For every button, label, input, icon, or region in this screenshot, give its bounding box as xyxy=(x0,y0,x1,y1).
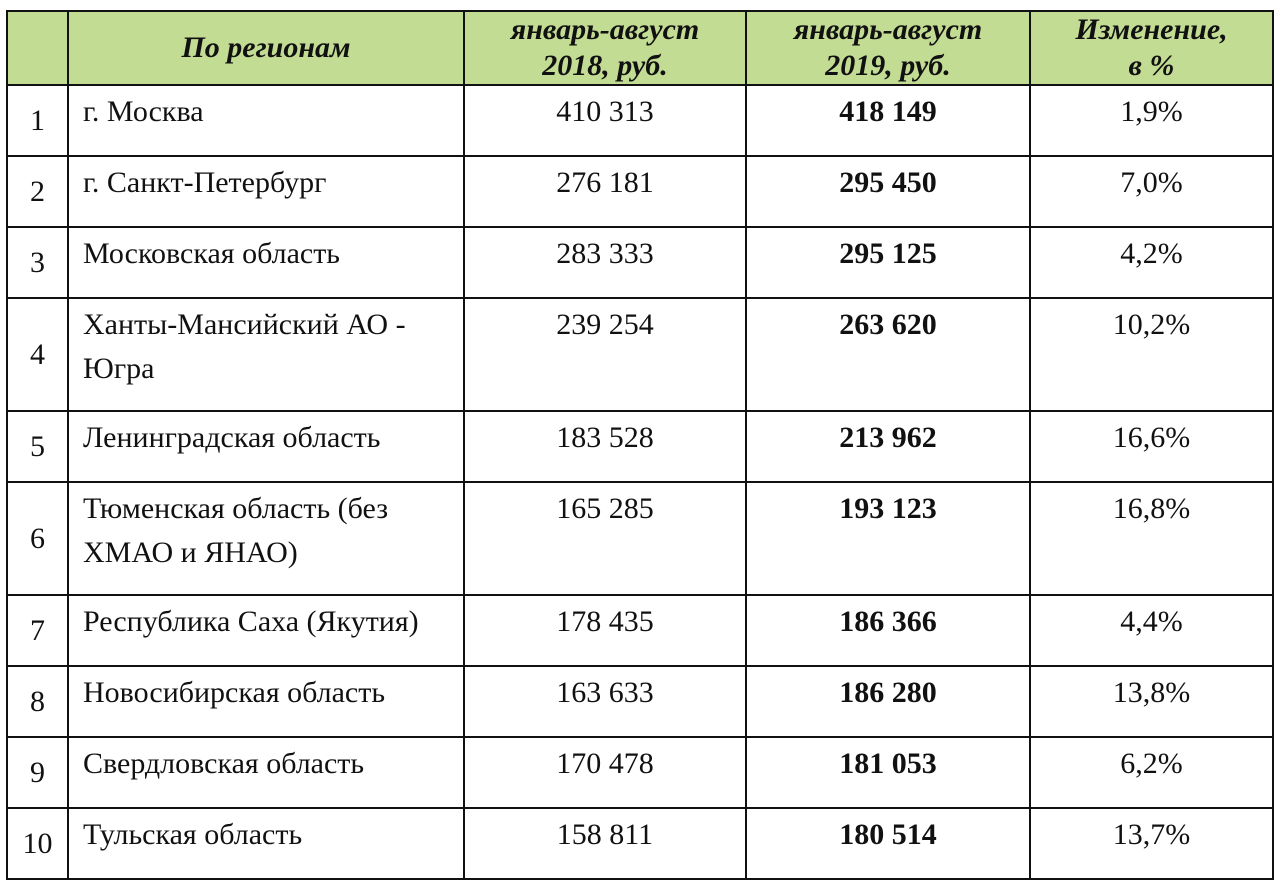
row-value-2019-text: 263 620 xyxy=(839,308,937,341)
row-region xyxy=(68,808,464,879)
row-region-text: Тюменская область (без ХМАО и ЯНАО) xyxy=(83,492,389,569)
row-change xyxy=(1030,595,1273,666)
row-value-2018 xyxy=(464,666,746,737)
table-row xyxy=(7,85,1273,156)
header-2019-line2: 2019, руб. xyxy=(825,49,951,82)
row-region-text: г. Санкт-Петербург xyxy=(83,166,327,199)
table-row xyxy=(7,666,1273,737)
row-value-2018 xyxy=(464,482,746,595)
header-change xyxy=(1030,11,1273,85)
row-region-text: Республика Саха (Якутия) xyxy=(83,605,419,638)
row-value-2018-text: 183 528 xyxy=(556,421,654,454)
row-value-2019 xyxy=(746,85,1030,156)
row-region xyxy=(68,298,464,411)
row-change-text: 4,2% xyxy=(1120,237,1183,270)
table-row xyxy=(7,737,1273,808)
table-row xyxy=(7,411,1273,482)
row-value-2018 xyxy=(464,156,746,227)
table-row xyxy=(7,808,1273,879)
row-change-text: 4,4% xyxy=(1120,605,1183,638)
row-change-text: 16,6% xyxy=(1112,421,1191,454)
table-header-row xyxy=(7,11,1273,85)
row-change xyxy=(1030,482,1273,595)
row-region-text: Московская область xyxy=(83,237,340,270)
table-body xyxy=(7,85,1273,879)
row-region-text: Ленинградская область xyxy=(83,421,381,454)
row-value-2018 xyxy=(464,595,746,666)
row-value-2019-text: 295 125 xyxy=(839,237,937,270)
header-region-label: По регионам xyxy=(181,31,351,64)
table-row xyxy=(7,156,1273,227)
row-value-2018 xyxy=(464,808,746,879)
row-change-text: 1,9% xyxy=(1120,95,1183,128)
row-number: 1 xyxy=(7,85,68,156)
row-value-2019 xyxy=(746,411,1030,482)
row-region xyxy=(68,85,464,156)
header-change-line1: Изменение, xyxy=(1075,13,1228,46)
row-value-2018-text: 283 333 xyxy=(556,237,654,270)
row-region-text: г. Москва xyxy=(83,95,204,128)
row-value-2019 xyxy=(746,808,1030,879)
row-value-2018 xyxy=(464,85,746,156)
row-value-2018-text: 165 285 xyxy=(556,492,654,525)
row-value-2019 xyxy=(746,156,1030,227)
row-region xyxy=(68,156,464,227)
header-change-line2: в % xyxy=(1128,49,1175,82)
table-row xyxy=(7,482,1273,595)
header-2018-line2: 2018, руб. xyxy=(542,49,668,82)
row-change xyxy=(1030,666,1273,737)
row-value-2018-text: 276 181 xyxy=(556,166,654,199)
row-region xyxy=(68,482,464,595)
row-region-text: Свердловская область xyxy=(83,747,365,780)
row-value-2019-text: 180 514 xyxy=(839,818,937,851)
row-change xyxy=(1030,227,1273,298)
row-region xyxy=(68,595,464,666)
row-value-2018-text: 158 811 xyxy=(556,818,654,851)
row-region-text: Тульская область xyxy=(83,818,303,851)
row-number: 5 xyxy=(7,411,68,482)
table-row xyxy=(7,298,1273,411)
row-value-2019-text: 193 123 xyxy=(839,492,937,525)
row-change xyxy=(1030,85,1273,156)
row-value-2019-text: 186 366 xyxy=(839,605,937,638)
row-number: 7 xyxy=(7,595,68,666)
header-region xyxy=(68,11,464,85)
row-change-text: 16,8% xyxy=(1112,492,1191,525)
row-value-2018-text: 163 633 xyxy=(556,676,654,709)
row-value-2019-text: 181 053 xyxy=(839,747,937,780)
header-2018 xyxy=(464,11,746,85)
row-region-text: Новосибирская область xyxy=(83,676,386,709)
row-number: 6 xyxy=(7,482,68,595)
row-region xyxy=(68,227,464,298)
row-number: 4 xyxy=(7,298,68,411)
row-value-2019 xyxy=(746,595,1030,666)
row-region xyxy=(68,737,464,808)
row-value-2018-text: 239 254 xyxy=(556,308,654,341)
row-change-text: 6,2% xyxy=(1120,747,1183,780)
row-value-2019-text: 213 962 xyxy=(839,421,937,454)
row-region xyxy=(68,666,464,737)
row-value-2019 xyxy=(746,227,1030,298)
row-number: 2 xyxy=(7,156,68,227)
row-value-2018-text: 178 435 xyxy=(556,605,654,638)
header-2019 xyxy=(746,11,1030,85)
row-change-text: 10,2% xyxy=(1112,308,1191,341)
row-change-text: 7,0% xyxy=(1120,166,1183,199)
row-value-2019 xyxy=(746,298,1030,411)
row-change xyxy=(1030,298,1273,411)
row-number: 9 xyxy=(7,737,68,808)
table-row xyxy=(7,595,1273,666)
header-2018-line1: январь-август xyxy=(510,13,700,46)
row-value-2019 xyxy=(746,482,1030,595)
row-value-2018 xyxy=(464,411,746,482)
row-number: 3 xyxy=(7,227,68,298)
row-value-2019 xyxy=(746,737,1030,808)
row-value-2019-text: 186 280 xyxy=(839,676,937,709)
row-value-2018 xyxy=(464,737,746,808)
row-value-2018-text: 410 313 xyxy=(556,95,654,128)
row-value-2018 xyxy=(464,298,746,411)
row-number: 10 xyxy=(7,808,68,879)
row-change xyxy=(1030,808,1273,879)
row-region-text: Ханты-Мансийский АО - Югра xyxy=(83,308,406,385)
salary-table xyxy=(6,10,1274,880)
row-region xyxy=(68,411,464,482)
row-number: 8 xyxy=(7,666,68,737)
row-value-2018 xyxy=(464,227,746,298)
row-change-text: 13,8% xyxy=(1112,676,1191,709)
row-change xyxy=(1030,156,1273,227)
row-change xyxy=(1030,737,1273,808)
row-value-2019-text: 418 149 xyxy=(839,95,937,128)
row-value-2019 xyxy=(746,666,1030,737)
row-change xyxy=(1030,411,1273,482)
header-num xyxy=(7,11,68,85)
header-2019-line1: январь-август xyxy=(793,13,983,46)
row-value-2018-text: 170 478 xyxy=(556,747,654,780)
row-value-2019-text: 295 450 xyxy=(839,166,937,199)
row-change-text: 13,7% xyxy=(1112,818,1191,851)
table-row xyxy=(7,227,1273,298)
